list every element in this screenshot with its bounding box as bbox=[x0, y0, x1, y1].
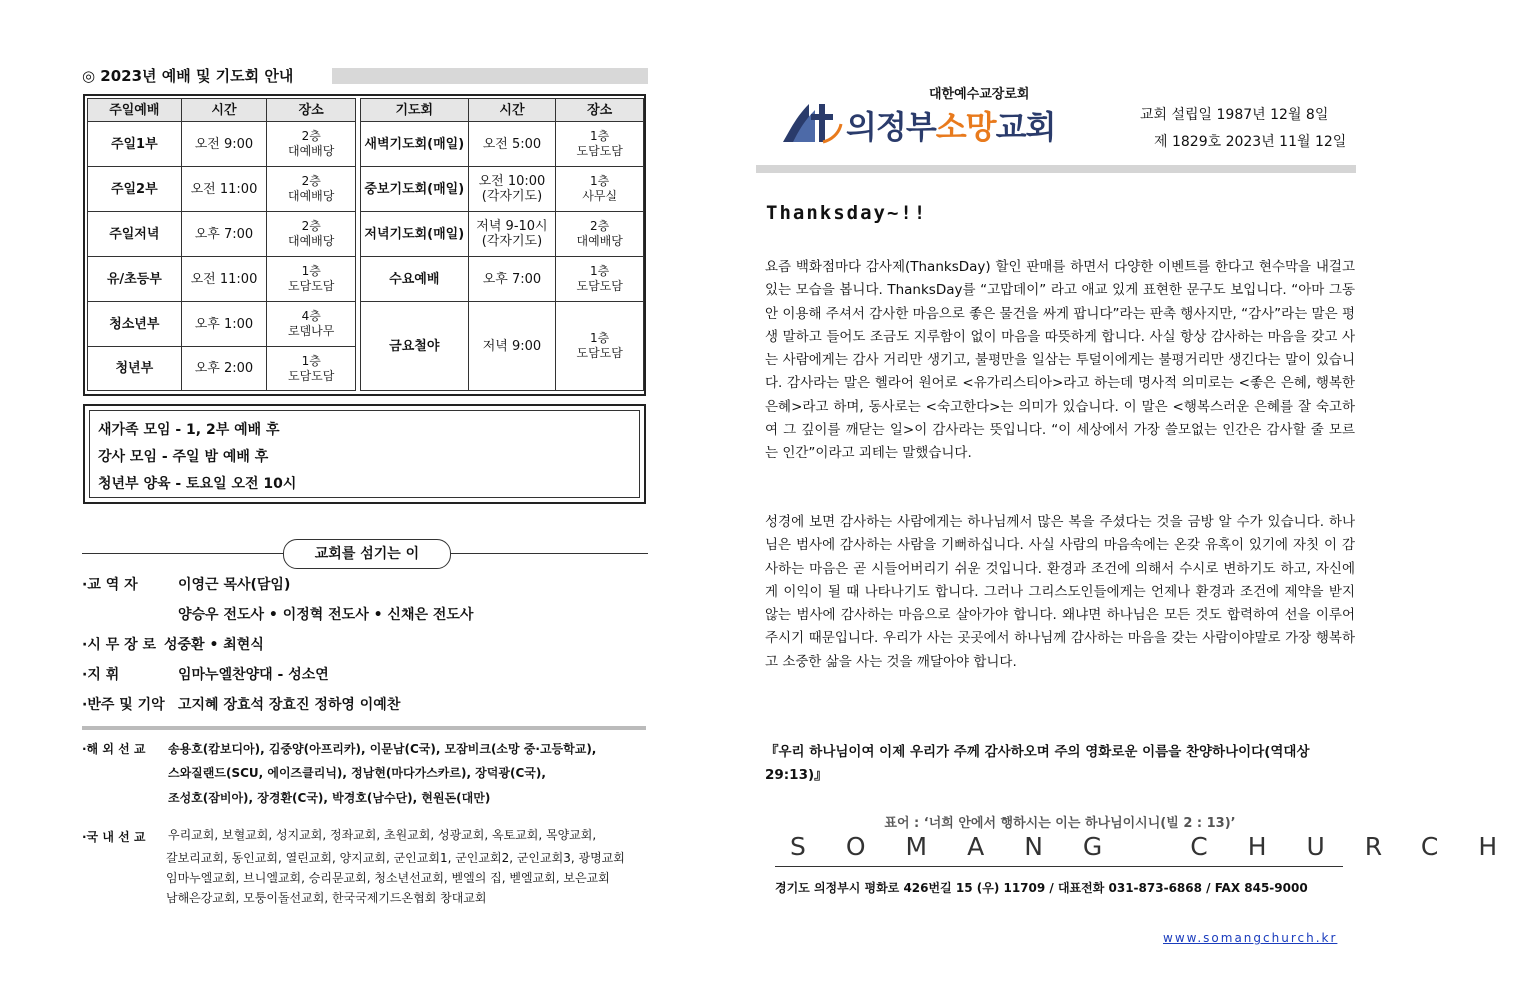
sermon-paragraph: 성경에 보면 감사하는 사람에게는 하나님께서 많은 복을 주셨다는 것을 금방 알 수가 있습니다. 하나님은 범사에 감사하는 사람을 기뻐하십니다. 사실 사람의 마음속에는 온갖 유혹이 있기에 자칫 이 감사하는 마음은 곧 시들어버리기 쉬운 것입니다. 환경과 조건에 의해서 수시로 변하기도 하고, 자신에게 이익이 될 때 나타나기도 합니다. 그러나 그리스도인들에게는 언제나 환경과 조건에 제약을 받지 않는 범사에 감사하는 마음으로 살아가야 합니다. 왜냐면 하나님은 모든 것도 합력하여 선을 이루어주시기 때문입니다. 우리가 사는 곳곳에서 하나님께 감사하는 마음을 갖는 사람이야말로 가장 행복하고 소중한 삶을 사는 것을 깨달아야 합니다. bbox=[765, 514, 1355, 670]
table-row bbox=[361, 122, 644, 167]
meeting-name: 중보기도회(매일) bbox=[361, 167, 469, 212]
meeting-time: 오후 7:00 bbox=[468, 257, 556, 302]
staff-value: 임마누엘찬양대 - 성소연 bbox=[178, 667, 329, 683]
staff-row-ministers bbox=[82, 574, 290, 594]
header-bar bbox=[332, 68, 648, 84]
table-row bbox=[88, 122, 356, 167]
service-name: 청소년부 bbox=[88, 302, 182, 347]
service-time: 오전 9:00 bbox=[181, 122, 267, 167]
meeting-place: 1층 도담도담 bbox=[556, 257, 644, 302]
meeting-time: 오전 5:00 bbox=[468, 122, 556, 167]
service-time: 오후 2:00 bbox=[181, 347, 267, 391]
schedule-title: ◎ 2023년 예배 및 기도회 안내 bbox=[82, 66, 301, 86]
col-header: 시간 bbox=[181, 99, 267, 122]
sermon-paragraph: 요즘 백화점마다 감사제(ThanksDay) 할인 판매를 하면서 다양한 이벤트를 한다고 현수막을 내걸고 있는 모습을 봅니다. ThanksDay를 “고맙데이” 라고 애교 있게 표현한 문구도 보입니다. “아마 그동안 이용해 주셔서 감사한 마음으로 좋은 물건을 싸게 팝니다”라는 판촉 행사지만, “감사”라는 말은 평생 말하고 들어도 조금도 지루함이 없이 마음을 따뜻하게 합니다. 사실 항상 감사하는 마음을 갖고 사는 사람에게는 감사 거리만 생기고, 불평만을 일삼는 투덜이에게는 불평거리만 생긴다는 말이 있습니다. 감사라는 말은 헬라어 원어로 <유가리스티아>라고 하는데 명사적 의미로는 <좋은 은혜, 행복한 은혜>라고 하며, 동사로는 <숙고한다>는 의미가 있습니다. 이 말은 <행복스러운 은혜를 잘 숙고하여 그 깊이를 깨닫는 일>이 감사라는 뜻입니다. “이 세상에서 가장 쓸모없는 인간은 감사할 줄 모르는 인간”이라고 괴테는 말했습니다. bbox=[765, 259, 1355, 462]
address-rule bbox=[775, 866, 1343, 867]
masthead-rule bbox=[756, 165, 1356, 173]
schedule-header bbox=[82, 66, 648, 86]
service-name: 주일1부 bbox=[88, 122, 182, 167]
staff-label: ·시 무 장 로 bbox=[82, 637, 157, 653]
staff-value: 양승우 전도사 • 이정혁 전도사 • 신채은 전도사 bbox=[178, 607, 474, 623]
meeting-name: 수요예배 bbox=[361, 257, 469, 302]
staff-row-elders bbox=[82, 634, 264, 654]
meeting-place: 1층 도담도담 bbox=[556, 302, 644, 391]
service-place: 2층 대예배당 bbox=[267, 167, 356, 212]
service-name: 유/초등부 bbox=[88, 257, 182, 302]
church-motto: 표어 : ‘너희 안에서 행하시는 이는 하나님이시니(빌 2 : 13)’ bbox=[884, 816, 1236, 831]
service-place: 1층 도담도담 bbox=[267, 257, 356, 302]
service-name: 주일저녁 bbox=[88, 212, 182, 257]
service-place: 2층 대예배당 bbox=[267, 122, 356, 167]
staff-row-accompanists bbox=[82, 694, 400, 714]
church-name: 의정부소망교회 bbox=[846, 108, 1056, 146]
domestic-missions-line: 우리교회, 보혈교회, 성지교회, 정좌교회, 초원교회, 성광교회, 옥토교회, 목양교회, bbox=[168, 828, 597, 842]
meeting-time: 저녁 9-10시 (각자기도) bbox=[468, 212, 556, 257]
table-row bbox=[361, 212, 644, 257]
staff-value: 성중환 • 최현식 bbox=[164, 637, 264, 653]
meeting-name: 저녁기도회(매일) bbox=[361, 212, 469, 257]
staff-row-conductor bbox=[82, 664, 329, 684]
staff-section-title: 교회를 섬기는 이 bbox=[283, 539, 451, 569]
staff-row-ministers-2 bbox=[178, 604, 473, 624]
notice-line: 강사 모임 - 주일 밤 예배 후 bbox=[98, 449, 269, 465]
service-place: 2층 대예배당 bbox=[267, 212, 356, 257]
church-address: 경기도 의정부시 평화로 426번길 15 (우) 11709 / 대표전화 031-873-6868 / FAX 845-9000 bbox=[775, 881, 1308, 895]
service-name: 주일2부 bbox=[88, 167, 182, 212]
table-row bbox=[88, 167, 356, 212]
worship-schedule-table bbox=[83, 94, 646, 396]
col-header: 시간 bbox=[468, 99, 556, 122]
overseas-missions-line: 송용호(캄보디아), 김중양(아프리카), 이문남(C국), 모잠비크(소망 중·고등학교), bbox=[168, 742, 597, 756]
staff-value: 이영근 목사(담임) bbox=[178, 577, 291, 593]
sunday-worship-table bbox=[87, 98, 356, 391]
founding-date: 교회 설립일 1987년 12월 8일 bbox=[1140, 107, 1329, 123]
staff-label: ·반주 및 기악 bbox=[82, 697, 165, 713]
notice-line: 새가족 모임 - 1, 2부 예배 후 bbox=[98, 422, 280, 438]
col-header: 기도회 bbox=[361, 99, 469, 122]
table-row bbox=[88, 212, 356, 257]
church-logo-icon bbox=[779, 98, 845, 146]
col-header: 장소 bbox=[556, 99, 644, 122]
col-header: 장소 bbox=[267, 99, 356, 122]
meeting-name: 금요철야 bbox=[361, 302, 469, 391]
staff-label: ·교 역 자 bbox=[82, 577, 138, 593]
notice-line: 청년부 양육 - 토요일 오전 10시 bbox=[98, 476, 297, 492]
service-time: 오후 7:00 bbox=[181, 212, 267, 257]
col-header: 주일예배 bbox=[88, 99, 182, 122]
table-row bbox=[361, 167, 644, 212]
issue-number: 제 1829호 2023년 11월 12일 bbox=[1154, 134, 1347, 150]
meeting-name: 새벽기도회(매일) bbox=[361, 122, 469, 167]
meeting-time: 저녁 9:00 bbox=[468, 302, 556, 391]
table-row bbox=[88, 302, 356, 347]
section-divider bbox=[82, 726, 646, 730]
domestic-missions-line: 임마누엘교회, 브니엘교회, 승리문교회, 청소년선교회, 벧엘의 집, 벧엘교회, 보은교회 bbox=[166, 871, 610, 885]
service-place: 1층 도담도담 bbox=[267, 347, 356, 391]
denomination-label: 대한예수교장로회 bbox=[929, 87, 1030, 102]
meeting-place: 1층 사무실 bbox=[556, 167, 644, 212]
table-row bbox=[361, 257, 644, 302]
overseas-missions-line: 조성호(잠비아), 장경환(C국), 박경호(남수단), 현원돈(대만) bbox=[168, 791, 491, 805]
service-name: 청년부 bbox=[88, 347, 182, 391]
domestic-missions-label: ·국 내 선 교 bbox=[82, 830, 146, 844]
table-row bbox=[88, 347, 356, 391]
overseas-missions-label: ·해 외 선 교 bbox=[82, 742, 146, 756]
service-time: 오전 11:00 bbox=[181, 257, 267, 302]
service-time: 오후 1:00 bbox=[181, 302, 267, 347]
scripture-verse: 『우리 하나님이여 이제 우리가 주께 감사하오며 주의 영화로운 이름을 찬양하나이다(역대상29:13)』 bbox=[765, 744, 1310, 783]
table-row bbox=[361, 302, 644, 391]
website-link[interactable]: www.somangchurch.kr bbox=[1163, 931, 1338, 945]
staff-value: 고지혜 장효석 장효진 정하영 이예찬 bbox=[178, 697, 401, 713]
notice-box bbox=[83, 404, 646, 504]
table-row bbox=[88, 257, 356, 302]
domestic-missions-line: 갈보리교회, 동인교회, 열린교회, 양지교회, 군인교회1, 군인교회2, 군인교회3, 광명교회 bbox=[166, 851, 625, 865]
meeting-place: 1층 도담도담 bbox=[556, 122, 644, 167]
service-place: 4층 로뎀나무 bbox=[267, 302, 356, 347]
meeting-place: 2층 대예배당 bbox=[556, 212, 644, 257]
church-wordmark: SOMANG CHURCH bbox=[790, 832, 1537, 861]
prayer-meeting-table bbox=[360, 98, 644, 391]
overseas-missions-line: 스와질랜드(SCU, 에이즈클리닉), 정남현(마다가스카르), 장덕광(C국), bbox=[168, 766, 546, 780]
service-time: 오전 11:00 bbox=[181, 167, 267, 212]
meeting-time: 오전 10:00 (각자기도) bbox=[468, 167, 556, 212]
domestic-missions-line: 남해은강교회, 모퉁이돌선교회, 한국국제기드온협회 창대교회 bbox=[166, 891, 487, 905]
staff-label: ·지 휘 bbox=[82, 667, 120, 683]
sermon-title: Thanksday~!! bbox=[766, 202, 928, 224]
